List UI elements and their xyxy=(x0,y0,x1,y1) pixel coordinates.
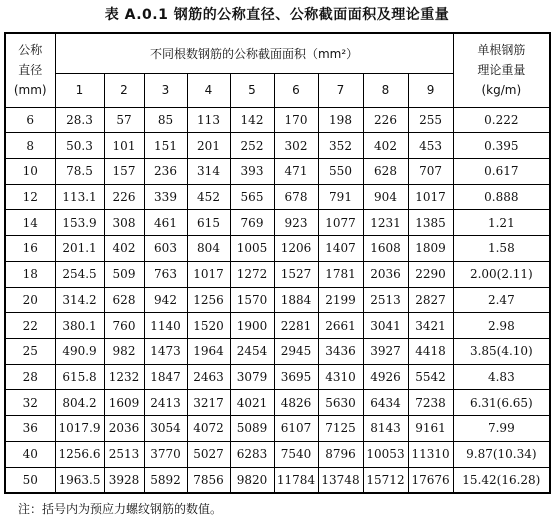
area-cell: 302 xyxy=(274,133,318,159)
area-cell: 1608 xyxy=(363,236,408,262)
area-cell: 11310 xyxy=(408,441,453,467)
diameter-cell: 40 xyxy=(5,441,55,467)
area-cell: 8143 xyxy=(363,416,408,442)
header-area-group: 不同根数钢筋的公称截面面积（mm²） xyxy=(55,33,453,73)
area-cell: 2454 xyxy=(230,338,274,364)
area-cell: 804 xyxy=(187,236,230,262)
area-cell: 1781 xyxy=(318,261,363,287)
table-body xyxy=(5,107,550,493)
weight-cell: 9.87(10.34) xyxy=(453,441,550,467)
area-cell: 254.5 xyxy=(55,261,104,287)
table-row xyxy=(5,210,550,236)
area-cell: 3054 xyxy=(144,416,187,442)
area-cell: 236 xyxy=(144,158,187,184)
weight-cell: 3.85(4.10) xyxy=(453,338,550,364)
table-row xyxy=(5,236,550,262)
weight-cell: 1.21 xyxy=(453,210,550,236)
weight-cell: 0.617 xyxy=(453,158,550,184)
area-cell: 380.1 xyxy=(55,313,104,339)
area-cell: 252 xyxy=(230,133,274,159)
area-cell: 57 xyxy=(104,107,144,133)
area-cell: 2199 xyxy=(318,287,363,313)
weight-cell: 6.31(6.65) xyxy=(453,390,550,416)
area-cell: 1527 xyxy=(274,261,318,287)
area-cell: 28.3 xyxy=(55,107,104,133)
area-cell: 1385 xyxy=(408,210,453,236)
diameter-cell: 6 xyxy=(5,107,55,133)
weight-cell: 2.47 xyxy=(453,287,550,313)
area-cell: 4310 xyxy=(318,364,363,390)
diameter-cell: 14 xyxy=(5,210,55,236)
weight-cell: 0.222 xyxy=(453,107,550,133)
area-cell: 50.3 xyxy=(55,133,104,159)
area-cell: 198 xyxy=(318,107,363,133)
area-cell: 4072 xyxy=(187,416,230,442)
area-cell: 1963.5 xyxy=(55,467,104,493)
area-cell: 1017 xyxy=(187,261,230,287)
area-cell: 3927 xyxy=(363,338,408,364)
area-cell: 1884 xyxy=(274,287,318,313)
weight-cell: 15.42(16.28) xyxy=(453,467,550,493)
diameter-cell: 22 xyxy=(5,313,55,339)
area-cell: 1256 xyxy=(187,287,230,313)
area-cell: 7125 xyxy=(318,416,363,442)
area-cell: 5892 xyxy=(144,467,187,493)
header-count: 3 xyxy=(144,73,187,107)
area-cell: 2513 xyxy=(104,441,144,467)
area-cell: 615.8 xyxy=(55,364,104,390)
footnote: 注：括号内为预应力螺纹钢筋的数值。 xyxy=(18,502,223,516)
area-cell: 113.1 xyxy=(55,184,104,210)
area-cell: 1847 xyxy=(144,364,187,390)
area-cell: 982 xyxy=(104,338,144,364)
header-count: 9 xyxy=(408,73,453,107)
area-cell: 4926 xyxy=(363,364,408,390)
area-cell: 1570 xyxy=(230,287,274,313)
area-cell: 7238 xyxy=(408,390,453,416)
area-cell: 615 xyxy=(187,210,230,236)
area-cell: 565 xyxy=(230,184,274,210)
area-cell: 308 xyxy=(104,210,144,236)
area-cell: 1017.9 xyxy=(55,416,104,442)
area-cell: 550 xyxy=(318,158,363,184)
area-cell: 17676 xyxy=(408,467,453,493)
diameter-cell: 8 xyxy=(5,133,55,159)
area-cell: 1017 xyxy=(408,184,453,210)
table-row xyxy=(5,441,550,467)
area-cell: 471 xyxy=(274,158,318,184)
diameter-cell: 16 xyxy=(5,236,55,262)
area-cell: 11784 xyxy=(274,467,318,493)
area-cell: 6283 xyxy=(230,441,274,467)
area-cell: 7540 xyxy=(274,441,318,467)
diameter-cell: 12 xyxy=(5,184,55,210)
area-cell: 2513 xyxy=(363,287,408,313)
area-cell: 2661 xyxy=(318,313,363,339)
area-cell: 1077 xyxy=(318,210,363,236)
area-cell: 763 xyxy=(144,261,187,287)
area-cell: 1272 xyxy=(230,261,274,287)
area-cell: 142 xyxy=(230,107,274,133)
area-cell: 707 xyxy=(408,158,453,184)
area-cell: 2036 xyxy=(104,416,144,442)
area-cell: 4826 xyxy=(274,390,318,416)
area-cell: 3217 xyxy=(187,390,230,416)
area-cell: 13748 xyxy=(318,467,363,493)
area-cell: 628 xyxy=(363,158,408,184)
diameter-cell: 36 xyxy=(5,416,55,442)
area-cell: 352 xyxy=(318,133,363,159)
header-count: 1 xyxy=(55,73,104,107)
diameter-cell: 18 xyxy=(5,261,55,287)
area-cell: 2463 xyxy=(187,364,230,390)
area-cell: 1407 xyxy=(318,236,363,262)
header-count: 7 xyxy=(318,73,363,107)
area-cell: 1206 xyxy=(274,236,318,262)
table-row xyxy=(5,107,550,133)
area-cell: 628 xyxy=(104,287,144,313)
area-cell: 157 xyxy=(104,158,144,184)
weight-cell: 0.888 xyxy=(453,184,550,210)
area-cell: 153.9 xyxy=(55,210,104,236)
area-cell: 3079 xyxy=(230,364,274,390)
area-cell: 7856 xyxy=(187,467,230,493)
diameter-cell: 25 xyxy=(5,338,55,364)
diameter-cell: 50 xyxy=(5,467,55,493)
area-cell: 1140 xyxy=(144,313,187,339)
weight-cell: 4.83 xyxy=(453,364,550,390)
diameter-cell: 32 xyxy=(5,390,55,416)
area-cell: 113 xyxy=(187,107,230,133)
area-cell: 1473 xyxy=(144,338,187,364)
area-cell: 85 xyxy=(144,107,187,133)
area-cell: 3041 xyxy=(363,313,408,339)
table-row xyxy=(5,416,550,442)
area-cell: 314 xyxy=(187,158,230,184)
area-cell: 769 xyxy=(230,210,274,236)
area-cell: 490.9 xyxy=(55,338,104,364)
area-cell: 461 xyxy=(144,210,187,236)
area-cell: 1520 xyxy=(187,313,230,339)
area-cell: 1609 xyxy=(104,390,144,416)
area-cell: 101 xyxy=(104,133,144,159)
area-cell: 1232 xyxy=(104,364,144,390)
area-cell: 170 xyxy=(274,107,318,133)
area-cell: 339 xyxy=(144,184,187,210)
area-cell: 151 xyxy=(144,133,187,159)
area-cell: 15712 xyxy=(363,467,408,493)
area-cell: 1256.6 xyxy=(55,441,104,467)
table-row xyxy=(5,261,550,287)
area-cell: 678 xyxy=(274,184,318,210)
area-cell: 791 xyxy=(318,184,363,210)
area-cell: 2281 xyxy=(274,313,318,339)
diameter-cell: 10 xyxy=(5,158,55,184)
area-cell: 402 xyxy=(363,133,408,159)
area-cell: 760 xyxy=(104,313,144,339)
area-cell: 8796 xyxy=(318,441,363,467)
area-cell: 201.1 xyxy=(55,236,104,262)
area-cell: 226 xyxy=(104,184,144,210)
header-count: 8 xyxy=(363,73,408,107)
rebar-table xyxy=(4,32,551,494)
area-cell: 3928 xyxy=(104,467,144,493)
area-cell: 393 xyxy=(230,158,274,184)
table-row xyxy=(5,467,550,493)
area-cell: 1231 xyxy=(363,210,408,236)
area-cell: 6107 xyxy=(274,416,318,442)
table-row xyxy=(5,313,550,339)
area-cell: 603 xyxy=(144,236,187,262)
header-count: 6 xyxy=(274,73,318,107)
table-row xyxy=(5,287,550,313)
area-cell: 5027 xyxy=(187,441,230,467)
header-count: 4 xyxy=(187,73,230,107)
weight-cell: 0.395 xyxy=(453,133,550,159)
area-cell: 509 xyxy=(104,261,144,287)
area-cell: 9820 xyxy=(230,467,274,493)
table-header xyxy=(5,33,550,107)
area-cell: 804.2 xyxy=(55,390,104,416)
area-cell: 2827 xyxy=(408,287,453,313)
area-cell: 2290 xyxy=(408,261,453,287)
area-cell: 5542 xyxy=(408,364,453,390)
area-cell: 1005 xyxy=(230,236,274,262)
header-weight: 单根钢筋 理论重量 (kg/m) xyxy=(453,33,550,107)
area-cell: 5089 xyxy=(230,416,274,442)
area-cell: 5630 xyxy=(318,390,363,416)
area-cell: 942 xyxy=(144,287,187,313)
area-cell: 3436 xyxy=(318,338,363,364)
area-cell: 2036 xyxy=(363,261,408,287)
area-cell: 3695 xyxy=(274,364,318,390)
area-cell: 9161 xyxy=(408,416,453,442)
area-cell: 453 xyxy=(408,133,453,159)
area-cell: 923 xyxy=(274,210,318,236)
table-row xyxy=(5,364,550,390)
area-cell: 402 xyxy=(104,236,144,262)
table-row xyxy=(5,338,550,364)
area-cell: 4021 xyxy=(230,390,274,416)
area-cell: 255 xyxy=(408,107,453,133)
header-diameter: 公称 直径 (mm) xyxy=(5,33,55,107)
diameter-cell: 28 xyxy=(5,364,55,390)
weight-cell: 2.00(2.11) xyxy=(453,261,550,287)
header-count: 5 xyxy=(230,73,274,107)
weight-cell: 2.98 xyxy=(453,313,550,339)
area-cell: 3770 xyxy=(144,441,187,467)
weight-cell: 7.99 xyxy=(453,416,550,442)
table-row xyxy=(5,390,550,416)
area-cell: 452 xyxy=(187,184,230,210)
area-cell: 4418 xyxy=(408,338,453,364)
table-row xyxy=(5,184,550,210)
table-row xyxy=(5,158,550,184)
weight-cell: 1.58 xyxy=(453,236,550,262)
table-title: 表 A.0.1 钢筋的公称直径、公称截面面积及理论重量 xyxy=(104,7,450,23)
area-cell: 226 xyxy=(363,107,408,133)
table-row xyxy=(5,133,550,159)
area-cell: 2945 xyxy=(274,338,318,364)
area-cell: 1964 xyxy=(187,338,230,364)
area-cell: 10053 xyxy=(363,441,408,467)
area-cell: 314.2 xyxy=(55,287,104,313)
area-cell: 6434 xyxy=(363,390,408,416)
header-count: 2 xyxy=(104,73,144,107)
area-cell: 904 xyxy=(363,184,408,210)
area-cell: 3421 xyxy=(408,313,453,339)
diameter-cell: 20 xyxy=(5,287,55,313)
area-cell: 1900 xyxy=(230,313,274,339)
area-cell: 78.5 xyxy=(55,158,104,184)
area-cell: 2413 xyxy=(144,390,187,416)
area-cell: 1809 xyxy=(408,236,453,262)
area-cell: 201 xyxy=(187,133,230,159)
